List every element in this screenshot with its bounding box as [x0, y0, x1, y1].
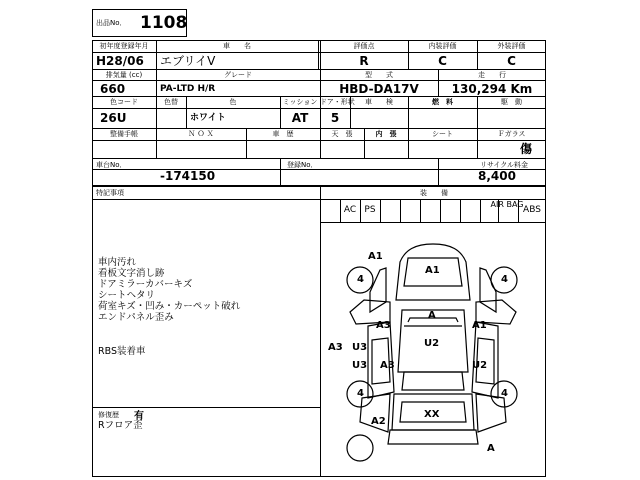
- color-value: ホワイト: [190, 113, 226, 123]
- remark-line: 車内汚れ: [98, 257, 137, 268]
- spare-tyre: [347, 435, 373, 461]
- score-value: R: [359, 54, 369, 68]
- mark-right-u2: U2: [472, 360, 488, 371]
- grade-label: グレード: [224, 71, 252, 79]
- interior-top-label: 内 張: [375, 130, 397, 138]
- interior-value: C: [438, 54, 447, 68]
- color-code-label: 色コード: [110, 98, 138, 106]
- displacement-value: 660: [100, 82, 126, 96]
- grade-value: PA-LTD H/R: [160, 84, 216, 94]
- exterior-label: 外装評価: [497, 42, 526, 50]
- repair-history-label: 修復歴: [98, 411, 119, 419]
- recycle-label: リサイクル料金: [480, 161, 529, 169]
- fuel-label: 燃 料: [432, 98, 453, 106]
- exterior-value: C: [507, 54, 516, 68]
- doors-label: ドア・形状: [320, 98, 355, 106]
- equipment-abs: ABS: [523, 205, 541, 215]
- mark-rear-corner-a2: A2: [371, 416, 386, 427]
- manual-label: 整備手帳: [110, 130, 138, 138]
- color-code-value: 26U: [100, 111, 127, 125]
- equipment-ac: AC: [343, 205, 357, 215]
- mark-front-corner: A1: [368, 251, 383, 262]
- model-value: HBD-DA17V: [339, 82, 419, 96]
- score-label: 評価点: [353, 42, 375, 50]
- mark-rear-left-a3: A3: [380, 360, 395, 371]
- mileage-value: 130,294 Km: [451, 82, 533, 96]
- remark-line: エンドパネル歪み: [98, 312, 174, 323]
- transmission-label: ミッション: [282, 98, 318, 106]
- reg-no-label: 登録No．: [287, 161, 318, 169]
- rear-bumper: [388, 430, 478, 444]
- nox-label: Ｎ Ｏ Ｘ: [188, 130, 214, 138]
- remarks-list: [98, 257, 240, 323]
- mark-rear-xx: XX: [424, 409, 440, 420]
- rear-window: [402, 372, 464, 390]
- mark-left-rocker: A3: [328, 342, 343, 353]
- mark-center-a: A: [428, 310, 436, 321]
- mark-center-u2: U2: [424, 338, 440, 349]
- repair-history-value: 有: [134, 411, 144, 422]
- car-name-value: エブリイV: [160, 54, 216, 68]
- mark-tyre-rr: 4: [501, 388, 508, 399]
- rbs-note: RBS装着車: [98, 346, 146, 357]
- vehicle-inspection-label: 車 検: [365, 98, 393, 106]
- mark-bottom-a: A: [487, 443, 495, 454]
- mark-hood: A1: [425, 265, 440, 276]
- remark-line: 看板文字消し跡: [98, 268, 165, 279]
- chassis-label: 車台No．: [96, 161, 127, 169]
- model-label: 型 式: [365, 71, 393, 79]
- displacement-label: 排気量 (cc): [105, 71, 143, 79]
- equipment-airbag: AIR BAG: [490, 200, 524, 209]
- drive-label: 駆 動: [501, 98, 522, 106]
- recycle-value: 8,400: [478, 169, 516, 183]
- equipment-label: 装 備: [420, 189, 448, 197]
- mark-left-rear-u3: U3: [352, 360, 368, 371]
- equipment-grid: [320, 199, 546, 222]
- lot-number-box: [92, 9, 187, 37]
- f-glass-value: 傷: [520, 142, 533, 156]
- mark-left-rocker-u3: U3: [352, 342, 368, 353]
- mark-tyre-fr: 4: [501, 274, 508, 285]
- doors-value: 5: [330, 111, 340, 125]
- mark-right-front-door: A1: [472, 320, 487, 331]
- lot-number-label: 出品No．: [96, 19, 127, 27]
- mark-tyre-rl: 4: [357, 388, 364, 399]
- right-front-fender: [480, 268, 496, 312]
- first-reg-value: H28/06: [96, 54, 144, 68]
- mileage-label: 走 行: [478, 71, 506, 79]
- color-label: 色: [229, 98, 237, 106]
- color-change-label: 色替: [164, 98, 178, 106]
- car-name-label: 車 名: [223, 42, 251, 50]
- seat-label: シート: [432, 130, 453, 138]
- history-label: 車 歴: [272, 130, 294, 138]
- mark-tyre-fl: 4: [357, 274, 364, 285]
- sunroof-label: 天 張: [331, 130, 353, 138]
- transmission-value: AT: [291, 111, 309, 125]
- first-reg-label: 初年度登録年月: [99, 42, 149, 50]
- remark-line: 荷室キズ・凹み・カーペット破れ: [98, 301, 241, 312]
- lot-number: 1108: [140, 13, 188, 33]
- interior-label: 内装評価: [428, 42, 457, 50]
- mark-left-front-door: A3: [376, 320, 391, 331]
- remark-line: シートヘタリ: [98, 290, 156, 301]
- f-glass-label: Ｆガラス: [497, 130, 526, 138]
- remark-line: ドアミラーカバーキズ: [98, 279, 193, 290]
- remarks-label: 特記事項: [96, 189, 124, 197]
- equipment-ps: PS: [364, 205, 376, 215]
- repair-note: Rフロア歪: [98, 420, 143, 431]
- chassis-value: -174150: [160, 169, 216, 183]
